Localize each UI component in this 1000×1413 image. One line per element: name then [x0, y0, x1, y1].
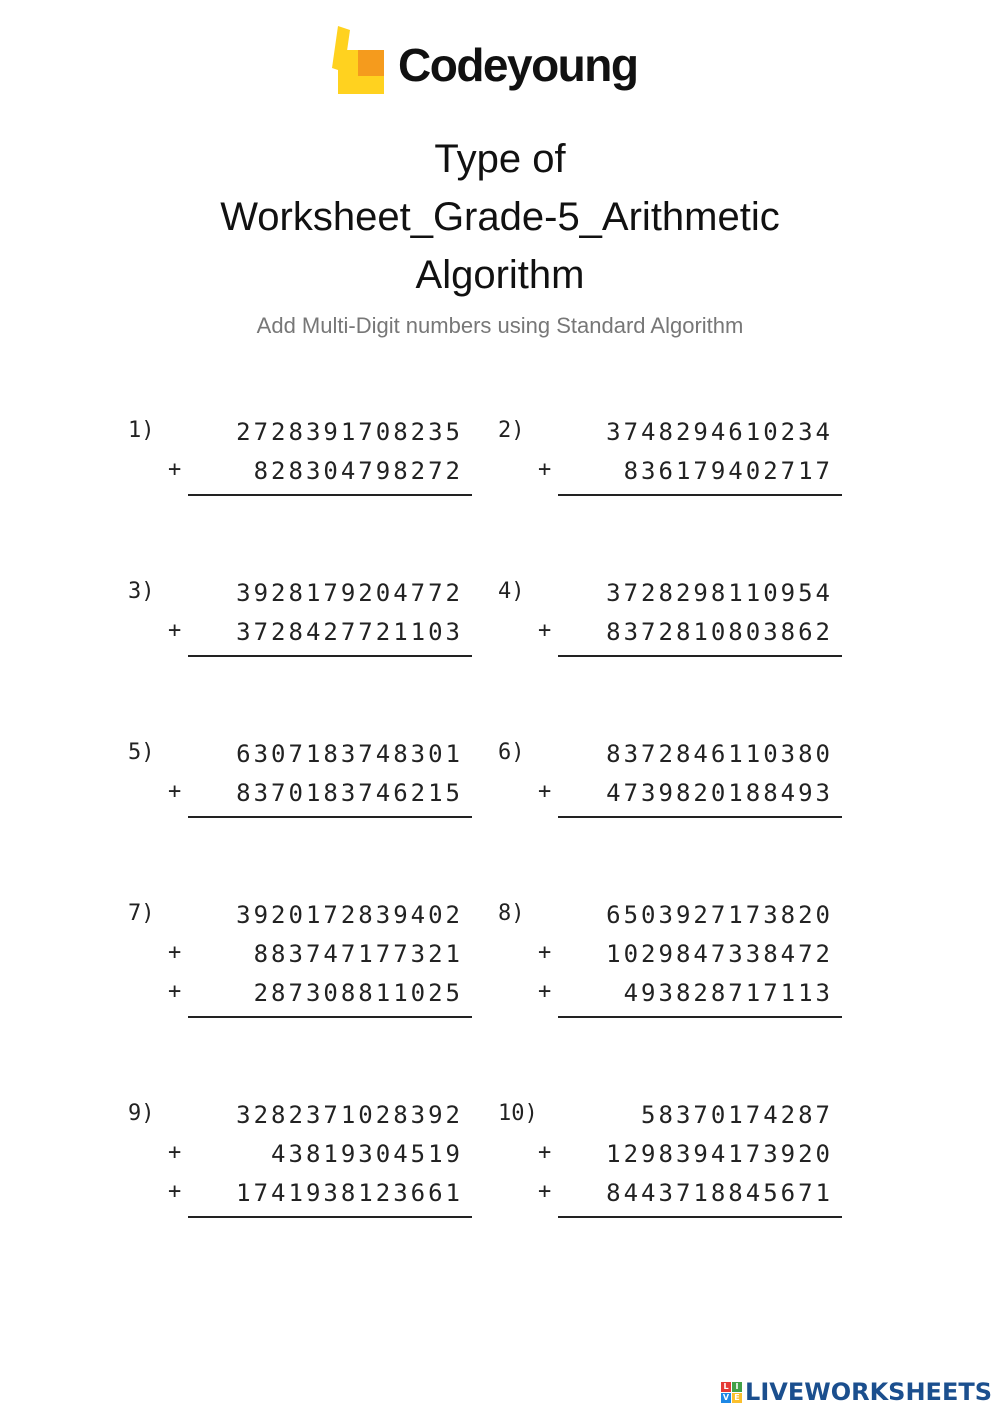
addend: 287308811025: [253, 979, 463, 1007]
addend: 8372810803862: [606, 618, 833, 646]
sum-line: [188, 816, 472, 818]
page-subtitle: Add Multi-Digit numbers using Standard Algorithm: [256, 313, 744, 338]
sum-line: [558, 1016, 842, 1018]
addend-row: [498, 1101, 843, 1140]
sum-line: [188, 655, 472, 657]
badge-letter: I: [732, 1382, 742, 1392]
problem-number: 3): [128, 579, 155, 604]
problem-number: 7): [128, 901, 155, 926]
addend-row: [128, 418, 473, 457]
sum-line: [558, 816, 842, 818]
problem-4: [498, 579, 843, 657]
problem-number: 6): [498, 740, 525, 765]
addend: 493828717113: [623, 979, 833, 1007]
liveworksheets-text: LIVEWORKSHEETS: [745, 1378, 992, 1406]
plus-sign: +: [538, 1140, 552, 1165]
addend-row: [498, 1140, 843, 1179]
problem-2: [498, 418, 843, 496]
addend-row: [498, 579, 843, 618]
plus-sign: +: [538, 618, 552, 643]
problem-number: 8): [498, 901, 525, 926]
plus-sign: +: [538, 1179, 552, 1204]
addend: 3928179204772: [236, 579, 463, 607]
addend: 6307183748301: [236, 740, 463, 768]
addend-row: [128, 940, 473, 979]
plus-sign: +: [538, 457, 552, 482]
plus-sign: +: [168, 618, 182, 643]
addend: 8443718845671: [606, 1179, 833, 1207]
addend-row: [498, 1179, 843, 1218]
problem-6: [498, 740, 843, 818]
addend-row: [498, 618, 843, 657]
plus-sign: +: [168, 979, 182, 1004]
addend-row: [498, 979, 843, 1018]
addend: 828304798272: [253, 457, 463, 485]
problem-number: 4): [498, 579, 525, 604]
problem-number: 9): [128, 1101, 155, 1126]
codeyoung-logo: [332, 24, 672, 104]
badge-letter: V: [722, 1392, 730, 1402]
problem-number: 1): [128, 418, 155, 443]
title-line: Type of: [434, 137, 566, 181]
addend: 8370183746215: [236, 779, 463, 807]
problem-9: [128, 1101, 473, 1218]
sum-line: [188, 1016, 472, 1018]
addend: 3282371028392: [236, 1101, 463, 1129]
plus-sign: +: [538, 940, 552, 965]
problem-number: 2): [498, 418, 525, 443]
addend-row: [498, 457, 843, 496]
addend-row: [128, 901, 473, 940]
addend: 1741938123661: [236, 1179, 463, 1207]
addend: 58370174287: [641, 1101, 833, 1129]
addend: 4739820188493: [606, 779, 833, 807]
sum-line: [188, 1216, 472, 1218]
addend: 836179402717: [623, 457, 833, 485]
addend-row: [498, 779, 843, 818]
addend: 1298394173920: [606, 1140, 833, 1168]
sum-line: [558, 494, 842, 496]
addend-row: [128, 1140, 473, 1179]
problem-7: [128, 901, 473, 1018]
addend-row: [128, 1179, 473, 1218]
problem-10: [498, 1101, 843, 1218]
addend-row: [498, 418, 843, 457]
brand-name: Codeyoung: [398, 39, 638, 91]
addend-row: [128, 579, 473, 618]
page-title: [150, 130, 850, 304]
addend-row: [128, 740, 473, 779]
badge-letter: L: [721, 1382, 731, 1392]
sum-line: [558, 1216, 842, 1218]
addend: 6503927173820: [606, 901, 833, 929]
problem-3: [128, 579, 473, 657]
addend-row: [128, 457, 473, 496]
addend: 8372846110380: [606, 740, 833, 768]
problem-8: [498, 901, 843, 1018]
liveworksheets-icon: [721, 1382, 742, 1403]
badge-letter: E: [732, 1393, 742, 1403]
plus-sign: +: [538, 779, 552, 804]
plus-sign: +: [538, 979, 552, 1004]
problem-number: 5): [128, 740, 155, 765]
addend: 1029847338472: [606, 940, 833, 968]
plus-sign: +: [168, 457, 182, 482]
title-line: Worksheet_Grade-5_Arithmetic: [220, 195, 780, 239]
addend: 43819304519: [271, 1140, 463, 1168]
sum-line: [558, 655, 842, 657]
title-line: Algorithm: [415, 253, 585, 297]
plus-sign: +: [168, 1179, 182, 1204]
sum-line: [188, 494, 472, 496]
liveworksheets-logo: [721, 1377, 992, 1407]
problem-5: [128, 740, 473, 818]
addend: 3728427721103: [236, 618, 463, 646]
addend: 3728298110954: [606, 579, 833, 607]
addend: 2728391708235: [236, 418, 463, 446]
addend-row: [128, 618, 473, 657]
codeyoung-logo-icon: [332, 24, 388, 100]
problem-number: 10): [498, 1101, 538, 1126]
addend-row: [498, 901, 843, 940]
addend: 3748294610234: [606, 418, 833, 446]
plus-sign: +: [168, 1140, 182, 1165]
plus-sign: +: [168, 940, 182, 965]
problem-1: [128, 418, 473, 496]
addend: 3920172839402: [236, 901, 463, 929]
addend: 883747177321: [253, 940, 463, 968]
addend-row: [498, 740, 843, 779]
addend-row: [128, 979, 473, 1018]
addend-row: [128, 1101, 473, 1140]
plus-sign: +: [168, 779, 182, 804]
addend-row: [498, 940, 843, 979]
addend-row: [128, 779, 473, 818]
